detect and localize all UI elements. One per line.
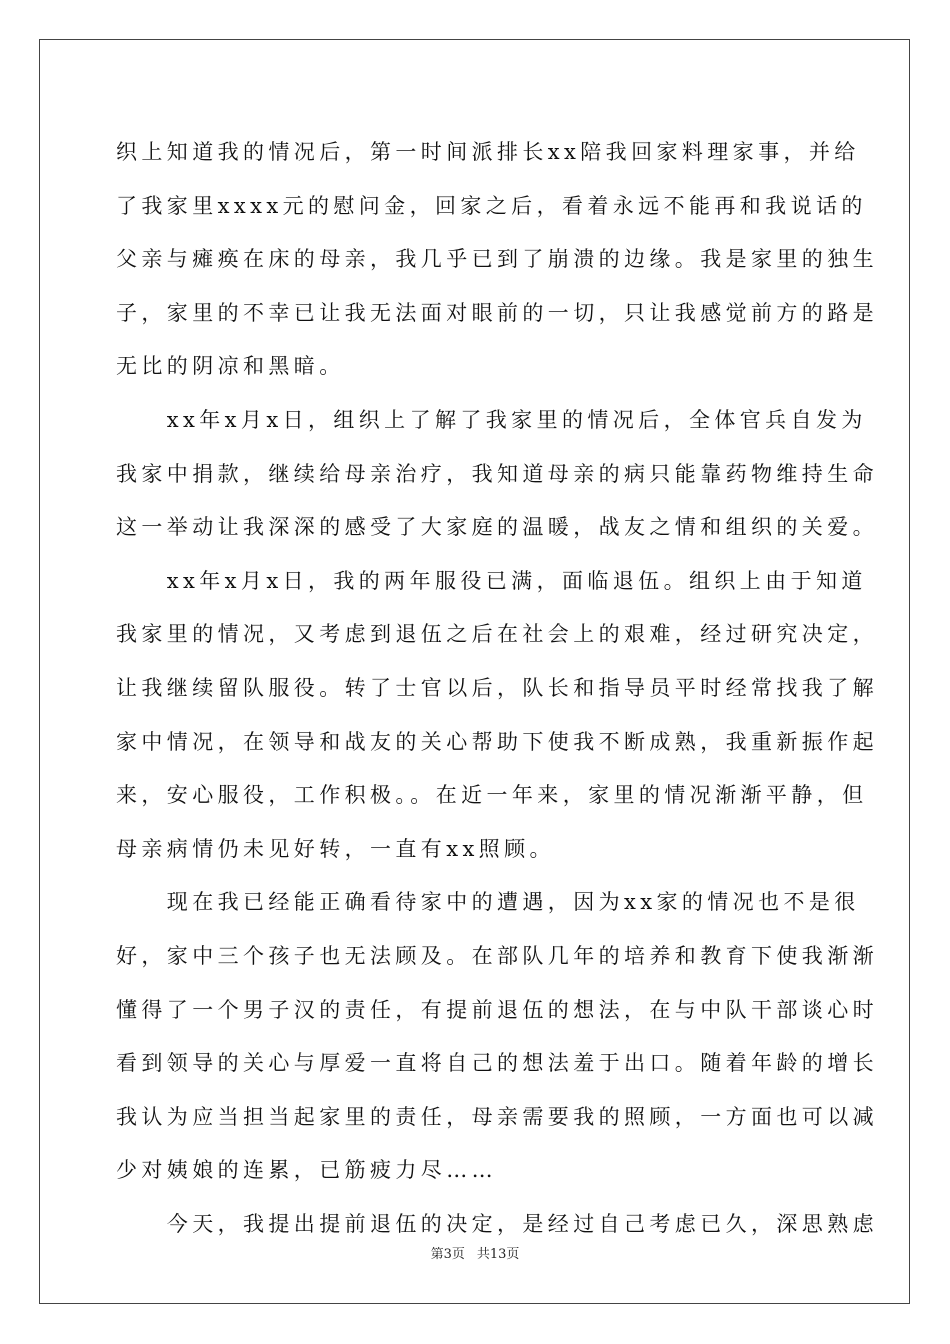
text-line: 懂得了一个男子汉的责任，有提前退伍的想法，在与中队干部谈心时	[116, 997, 878, 1022]
page-footer	[0, 1245, 950, 1265]
text-line: 子，家里的不幸已让我无法面对眼前的一切，只让我感觉前方的路是	[116, 300, 878, 325]
text-line: 我家里的情况，又考虑到退伍之后在社会上的艰难，经过研究决定，	[116, 622, 878, 647]
text-line: 家中情况，在领导和战友的关心帮助下使我不断成熟，我重新振作起	[116, 729, 878, 754]
text-line: 母亲病情仍未见好转，一直有xx照顾。	[116, 836, 555, 861]
text-line: 了我家里xxxx元的慰问金，回家之后，看着永远不能再和我说话的	[116, 193, 867, 218]
text-line: 织上知道我的情况后，第一时间派排长xx陪我回家料理家事，并给	[116, 140, 860, 164]
text-line: 父亲与瘫痪在床的母亲，我几乎已到了崩溃的边缘。我是家里的独生	[116, 247, 878, 272]
text-line: 我认为应当担当起家里的责任，母亲需要我的照顾，一方面也可以减	[116, 1104, 878, 1129]
page-total: 共13页	[476, 1247, 520, 1262]
page-number: 第3页	[430, 1247, 465, 1262]
text-line: 好，家中三个孩子也无法顾及。在部队几年的培养和教育下使我渐渐	[116, 943, 878, 968]
text-line: 少对姨娘的连累，已筋疲力尽……	[116, 1158, 497, 1183]
document-body	[116, 126, 878, 1251]
text-line: 现在我已经能正确看待家中的遭遇，因为xx家的情况也不是很	[116, 890, 860, 915]
text-line: 来，安心服役，工作积极。。在近一年来，家里的情况渐渐平静，但	[116, 783, 868, 808]
text-line: xx年x月x日，我的两年服役已满，面临退伍。组织上由于知道	[116, 568, 867, 593]
text-line: 看到领导的关心与厚爱一直将自己的想法羞于出口。随着年龄的增长	[116, 1051, 878, 1076]
text-line: 这一举动让我深深的感受了大家庭的温暖，战友之情和组织的关爱。	[116, 515, 878, 540]
text-line: xx年x月x日，组织上了解了我家里的情况后，全体官兵自发为	[116, 407, 867, 432]
text-line: 无比的阴凉和黑暗。	[116, 354, 345, 379]
text-line: 今天，我提出提前退伍的决定，是经过自己考虑已久，深思熟虑	[116, 1211, 878, 1236]
text-line: 让我继续留队服役。转了士官以后，队长和指导员平时经常找我了解	[116, 675, 878, 700]
text-line: 我家中捐款，继续给母亲治疗，我知道母亲的病只能靠药物维持生命	[116, 461, 878, 486]
